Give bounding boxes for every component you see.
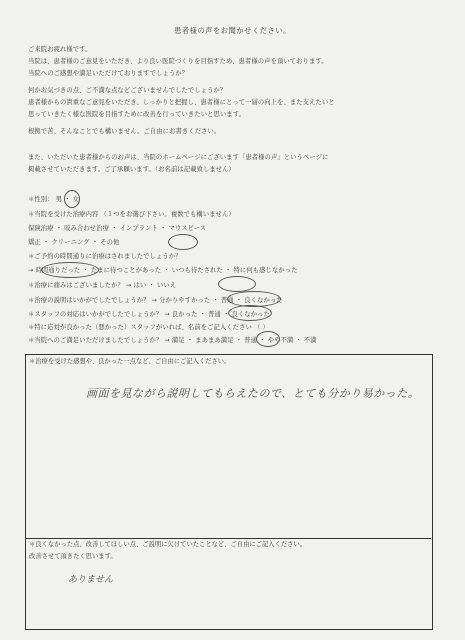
handwritten-improvement: ありません xyxy=(68,575,114,585)
question-staff: ＊スタッフの対応はいかがでしたでしょうか？ → 良かった ・ 普通 ・ 良くなかった xyxy=(28,311,270,318)
intro-line: 何かお気づきの点、ご不満な点などございませんでしたでしょうか？ xyxy=(28,87,227,94)
improvement-prompt: 改善させて頂きたく思います。 xyxy=(29,553,117,560)
wait-options: → 時間通りだった ・ たまに待つことがあった ・ いつも待たされた ・ 特に何も感じなかった xyxy=(28,267,298,274)
question-satisfaction: ＊当院へのご満足いただけましたでしょうか？ → 満足 ・ まあまあ満足 ・ 普通 ・ やや不満 ・ 不満 xyxy=(28,337,317,344)
handwritten-comment: 画面を見ながら説明してもらえたので、とても分かり易かった。 xyxy=(86,387,420,400)
treatment-answer-circle xyxy=(168,234,198,250)
improvement-prompt: ＊良くなかった点、改善してほしい点、ご説明に欠けていたことなど、ご自由にご記入ください。 xyxy=(29,541,307,548)
question-explanation: ＊治療の説明はいかがでしたでしょうか？ → 分かりやすかった ・ 普通 ・ 良くなかった xyxy=(28,297,283,304)
question-wait: ＊ご予約の時間通りに治療はされましたでしょうか？ xyxy=(28,253,182,260)
intro-line: 当院は、患者様のご意見をいただき、より良い医院づくりを目指すため、患者様の声を頂いております。 xyxy=(28,58,328,65)
intro-line: 患者様からの貴重なご意見をいただき、しっかりと把握し、患者様にとって一層の向上を、また支えたいと xyxy=(28,99,335,106)
notice-line: 掲載させていただきます。ご了承願います。（お名前は記載致しません） xyxy=(28,166,235,173)
intro-line: ご来院お疲れ様です。 xyxy=(28,46,92,53)
question-treatment: ＊当院を受けた治療内容 （１つをお選び下さい。複数でも構いません） xyxy=(28,211,235,218)
question-pain: ＊治療に痛みはございましたか？ → はい ・ いいえ xyxy=(28,282,177,289)
intro-line: 当院へのご感想や満足いただけておりますでしょうか？ xyxy=(28,70,189,77)
intro-line: 根拠で苦、そんなことでも構いません。ご自由にお書きください。 xyxy=(28,128,221,135)
box-divider xyxy=(25,538,431,539)
notice-line: また、いただいた患者様からのお声は、当院のホームページにございます「患者様の声」というページに xyxy=(28,154,329,161)
gender-answer-circle xyxy=(64,190,80,208)
page-title: 患者様の声をお聞かせください。 xyxy=(174,26,291,35)
question-staff-name: ＊特に応対が良かった（悪かった）スタッフがいれば、名前をご記入ください （ ） xyxy=(28,324,269,331)
pain-answer-circle xyxy=(218,276,256,292)
satisfaction-answer-circle xyxy=(256,331,280,347)
intro-line: 思っていきたく様な医院を目指すために改善を行っていきたいと思います。 xyxy=(28,111,245,118)
question-gender: ＊性別： 男 ・ 女 xyxy=(28,196,80,203)
treatment-options-2: 矯正 ・ クリーニング ・ その他 xyxy=(28,239,120,246)
comment-prompt: ＊治療を受けた感想や、良かった一点など、ご自由にご記入ください。 xyxy=(29,358,231,365)
wait-answer-circle xyxy=(41,262,99,278)
staff-answer-circle xyxy=(228,305,272,321)
treatment-options-1: 保険治療 ・ 咬み合わせ治療 ・ インプラント ・ マウスピース xyxy=(28,225,207,232)
